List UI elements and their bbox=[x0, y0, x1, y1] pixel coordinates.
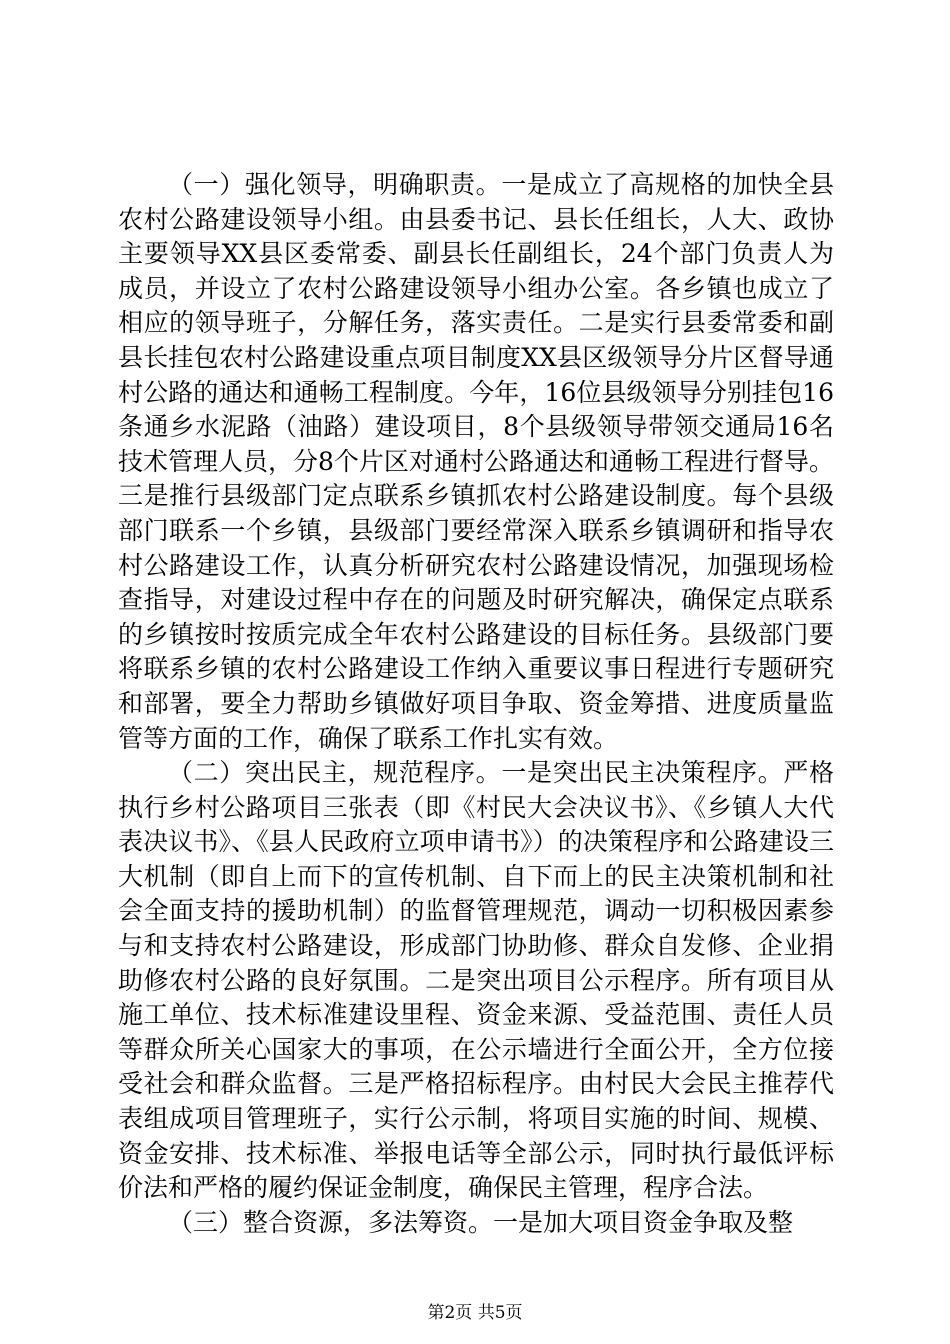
paragraph-2: （二）突出民主，规范程序。一是突出民主决策程序。严格执行乡村公路项目三张表（即《村民大会决议书》、《乡镇人大代表决议书》、《县人民政府立项申请书》）的决策程序和公路建设三大机制（即自上而下的宣传机制、自下而上的民主决策机制和社会全面支持的援助机制）的监督管理规范，调动一切积极因素参与和支持农村公路建设，形成部门协助修、群众自发修、企业捐助修农村公路的良好氛围。二是突出项目公示程序。所有项目从施工单位、技术标准建设里程、资金来源、受益范围、责任人员等群众所关心国家大的事项，在公示墙进行全面公开，全方位接受社会和群众监督。三是严格招标程序。由村民大会民主推荐代表组成项目管理班子，实行公示制，将项目实施的时间、规模、资金安排、技术标准、举报电话等全部公示，同时执行最低评标价法和严格的履约保证金制度，确保民主管理，程序合法。 bbox=[118, 758, 834, 1203]
page-number: 第2页 共5页 bbox=[427, 1303, 523, 1323]
paragraph-3: （三）整合资源，多法筹资。一是加大项目资金争取及整 bbox=[168, 1207, 794, 1237]
page-footer bbox=[0, 1302, 950, 1324]
body-text bbox=[118, 168, 834, 1240]
paragraph-1: （一）强化领导，明确职责。一是成立了高规格的加快全县农村公路建设领导小组。由县委书记、县长任组长，人大、政协主要领导XX县区委常委、副县长任副组长，24个部门负责人为成员，并设立了农村公路建设领导小组办公室。各乡镇也成立了相应的领导班子，分解任务，落实责任。二是实行县委常委和副县长挂包农村公路建设重点项目制度XX县区级领导分片区督导通村公路的通达和通畅工程制度。今年，16位县级领导分别挂包16条通乡水泥路（油路）建设项目，8个县级领导带领交通局16名技术管理人员，分8个片区对通村公路通达和通畅工程进行督导。三是推行县级部门定点联系乡镇抓农村公路建设制度。每个县级部门联系一个乡镇，县级部门要经常深入联系乡镇调研和指导农村公路建设工作，认真分析研究农村公路建设情况，加强现场检查指导，对建设过程中存在的问题及时研究解决，确保定点联系的乡镇按时按质完成全年农村公路建设的目标任务。县级部门要将联系乡镇的农村公路建设工作纳入重要议事日程进行专题研究和部署，要全力帮助乡镇做好项目争取、资金筹措、进度质量监管等方面的工作，确保了联系工作扎实有效。 bbox=[118, 170, 834, 753]
